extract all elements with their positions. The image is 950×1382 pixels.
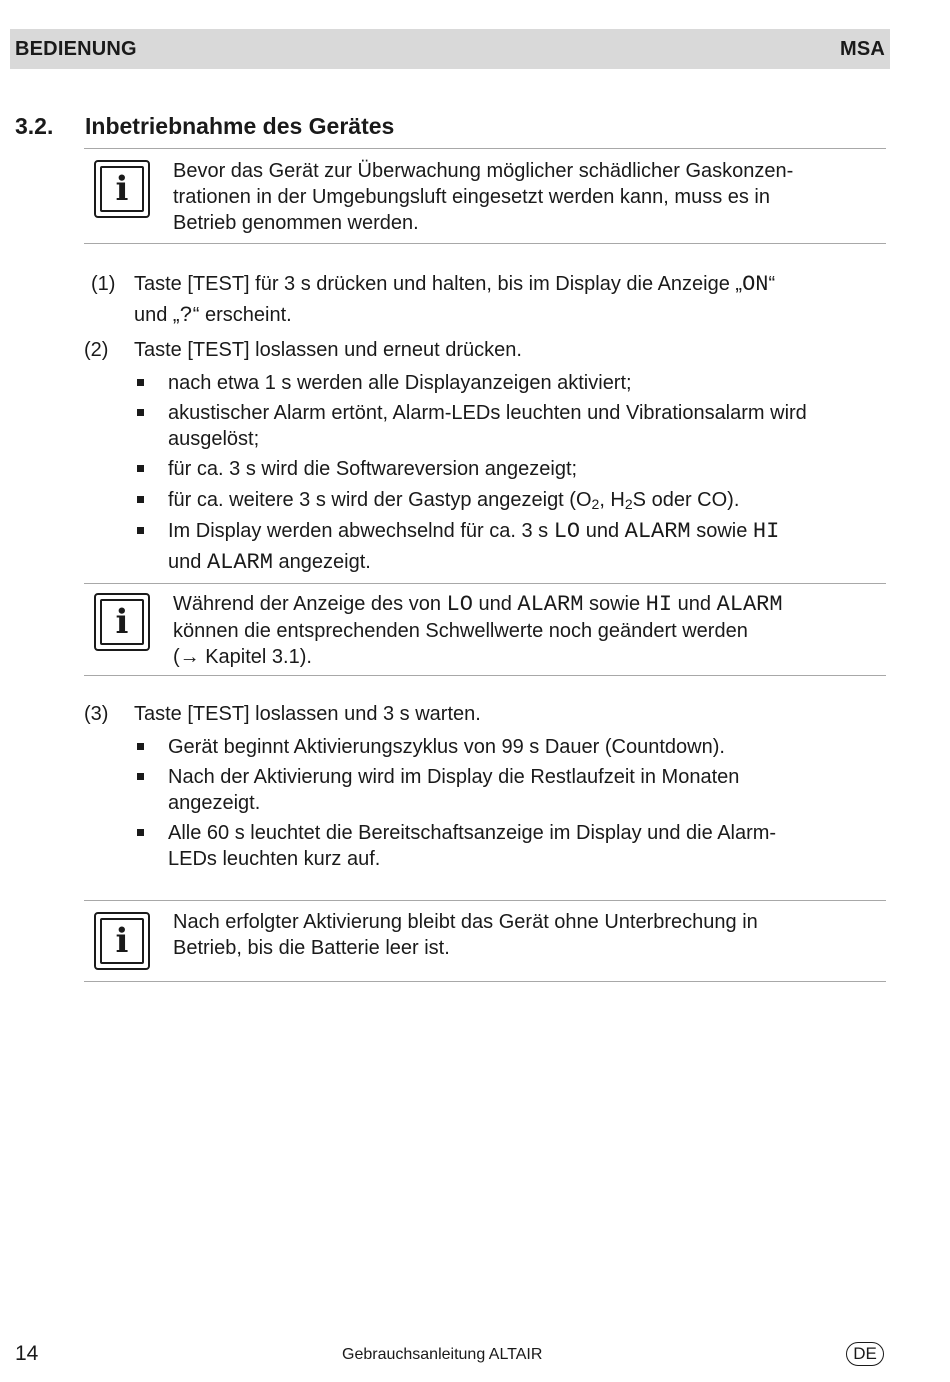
list-item: Nach der Aktivierung wird im Display die Restlaufzeit in Monaten angezeigt. (168, 764, 888, 816)
step-3-text: Taste [TEST] loslassen und 3 s warten. (134, 703, 481, 725)
list-item: Alle 60 s leuchtet die Bereitschaftsanzeige im Display und die Alarm- LEDs leuchten kurz auf. (168, 820, 888, 872)
list-item: für ca. 3 s wird die Softwareversion angezeigt; (168, 456, 888, 482)
header-section-label: BEDIENUNG (15, 37, 137, 60)
section-number: 3.2. (15, 113, 54, 139)
info-note-3-text: Nach erfolgter Aktivierung bleibt das Gerät ohne Unterbrechung in Betrieb, bis die Batterie leer ist. (173, 911, 758, 959)
step-1-label: (1) (91, 273, 116, 295)
language-badge: DE (846, 1342, 884, 1366)
info-note-2 (84, 583, 886, 676)
info-note-1 (84, 148, 886, 244)
info-icon: i (94, 160, 150, 218)
step-3-label: (3) (84, 703, 109, 725)
info-note-3 (84, 900, 886, 982)
info-note-1-text: Bevor das Gerät zur Überwachung möglicher schädlicher Gaskonzen- trationen in der Umgebungsluft eingesetzt werden kann, muss es in Betrieb genommen werden. (173, 160, 794, 234)
section-title: Inbetriebnahme des Gerätes (85, 113, 395, 139)
list-item: Gerät beginnt Aktivierungszyklus von 99 s Dauer (Countdown). (168, 734, 888, 760)
list-item: für ca. weitere 3 s wird der Gastyp angezeigt ($O_2$, $H_2S$ oder CO). (168, 487, 888, 513)
header-brand: MSA (839, 37, 885, 60)
step-2-text: Taste [TEST] loslassen und erneut drücken. (134, 339, 522, 361)
step-2-label: (2) (84, 339, 109, 361)
info-note-2-text: Während der Anzeige des von LO und ALARM sowie HI und ALARM können die entsprechenden Schwellwerte noch geändert werden (→ Kapitel 3.1). (173, 592, 783, 668)
info-icon: i (94, 912, 150, 970)
list-item: akustischer Alarm ertönt, Alarm-LEDs leuchten und Vibrationsalarm wird ausgelöst; (168, 400, 888, 452)
page-header (10, 29, 890, 69)
page-number: 14 (15, 1342, 39, 1365)
list-item: nach etwa 1 s werden alle Displayanzeigen aktiviert; (168, 370, 888, 396)
footer-title: Gebrauchsanleitung ALTAIR (342, 1346, 543, 1363)
list-item: Im Display werden abwechselnd für ca. 3 s LO und ALARM sowie HI und ALARM angezeigt. (168, 518, 888, 576)
step-1-text: Taste [TEST] für 3 s drücken und halten, bis im Display die Anzeige „ON“ und „?“ erscheint. (134, 272, 776, 328)
info-icon: i (94, 593, 150, 651)
